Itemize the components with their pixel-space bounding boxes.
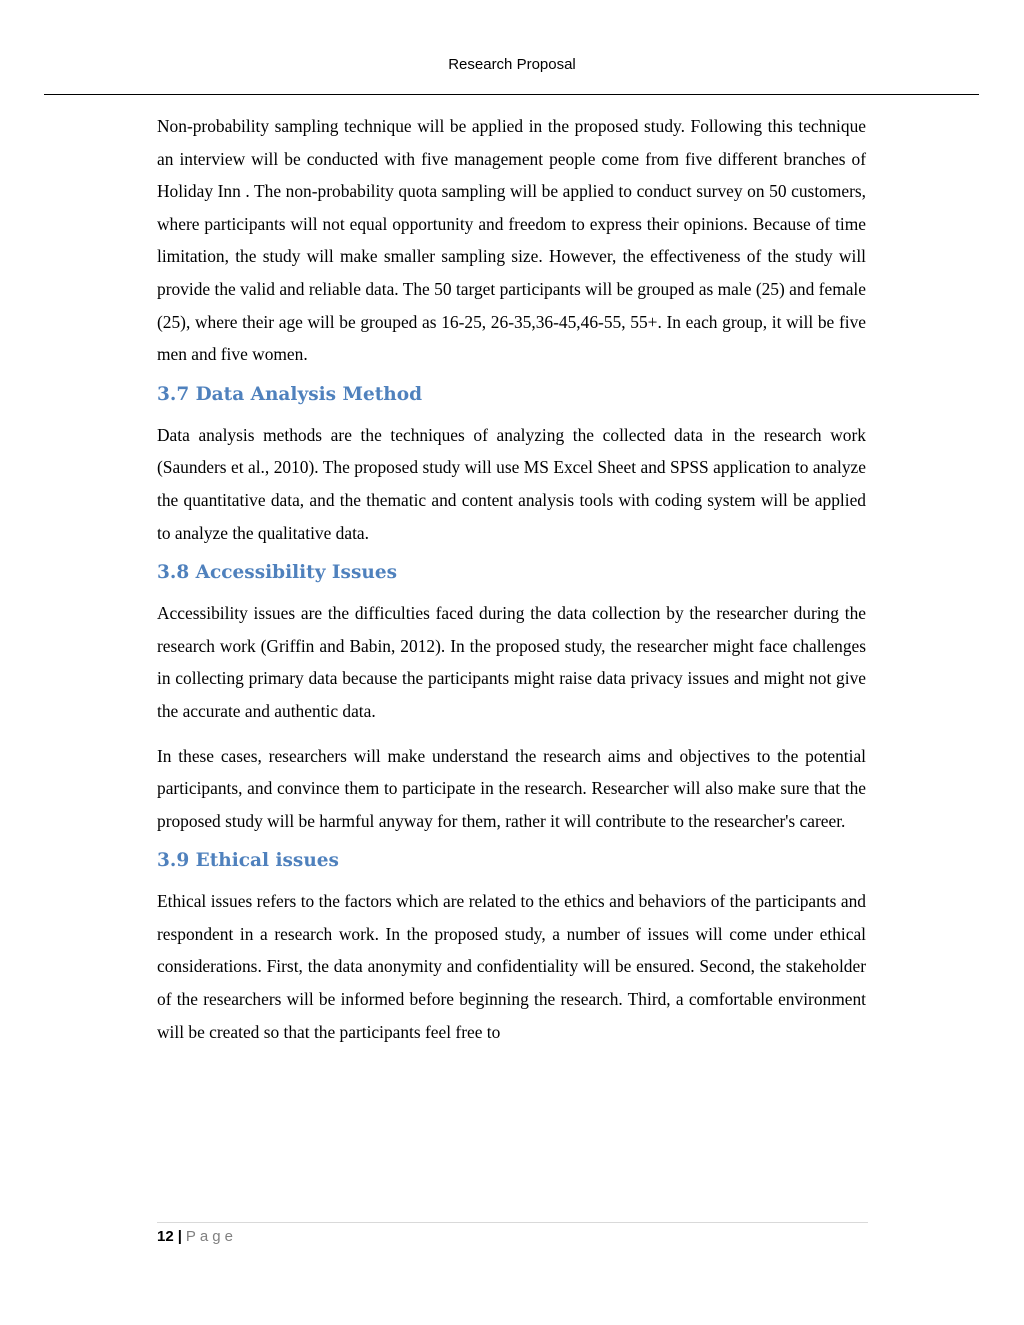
- footer-separator: |: [177, 1228, 182, 1245]
- accessibility-paragraph-1: Accessibility issues are the difficulties faced during the data collection by the researcher during the research work (Griffin and Babin, 2012). In the proposed study, the researcher might face challenges in collecting primary data because the participants might raise data privacy issues and might not give the accurate and authentic data.: [157, 603, 866, 721]
- document-body: [157, 110, 866, 1060]
- accessibility-paragraph-2: In these cases, researchers will make understand the research aims and objectives to the potential participants, and convince them to participate in the research. Researcher will also make sure that the proposed study will be harmful anyway for them, rather it will contribute to the researcher's career.: [157, 745, 866, 831]
- footer-divider: [157, 1222, 868, 1223]
- page-header-title: Research Proposal: [448, 56, 576, 73]
- page-footer: [157, 1226, 237, 1248]
- header-divider: [44, 94, 979, 95]
- section-heading-accessibility: 3.8 Accessibility Issues: [157, 562, 398, 584]
- sampling-paragraph: Non-probability sampling technique will be applied in the proposed study. Following this technique an interview will be conducted with five management people come from five different branches of Holiday Inn . The non-probability quota sampling will be applied to conduct survey on 50 customers, where participants will not equal opportunity and freedom to express their opinions. Because of time limitation, the study will make smaller sampling size. However, the effectiveness of the study will provide the valid and reliable data. The 50 target participants will be grouped as male (25) and female (25), where their age will be grouped as 16-25, 26-35,36-45,46-55, 55+. In each group, it will be five men and five women.: [157, 116, 866, 365]
- page-number: 12: [157, 1228, 174, 1245]
- section-heading-data-analysis: 3.7 Data Analysis Method: [157, 383, 423, 405]
- page-label: Page: [185, 1228, 237, 1245]
- ethical-paragraph: Ethical issues refers to the factors which are related to the ethics and behaviors of the participants and respondent in a research work. In the proposed study, a number of issues will come under ethical considerations. First, the data anonymity and confidentiality will be ensured. Second, the stakeholder of the researchers will be informed before beginning the research. Third, a comfortable environment will be created so that the participants feel free to: [157, 891, 866, 1042]
- section-heading-ethical: 3.9 Ethical issues: [157, 850, 339, 872]
- data-analysis-paragraph: Data analysis methods are the techniques of analyzing the collected data in the research work (Saunders et al., 2010). The proposed study will use MS Excel Sheet and SPSS application to analyze the quantitative data, and the thematic and content analysis tools with coding system will be applied to analyze the qualitative data.: [157, 424, 866, 543]
